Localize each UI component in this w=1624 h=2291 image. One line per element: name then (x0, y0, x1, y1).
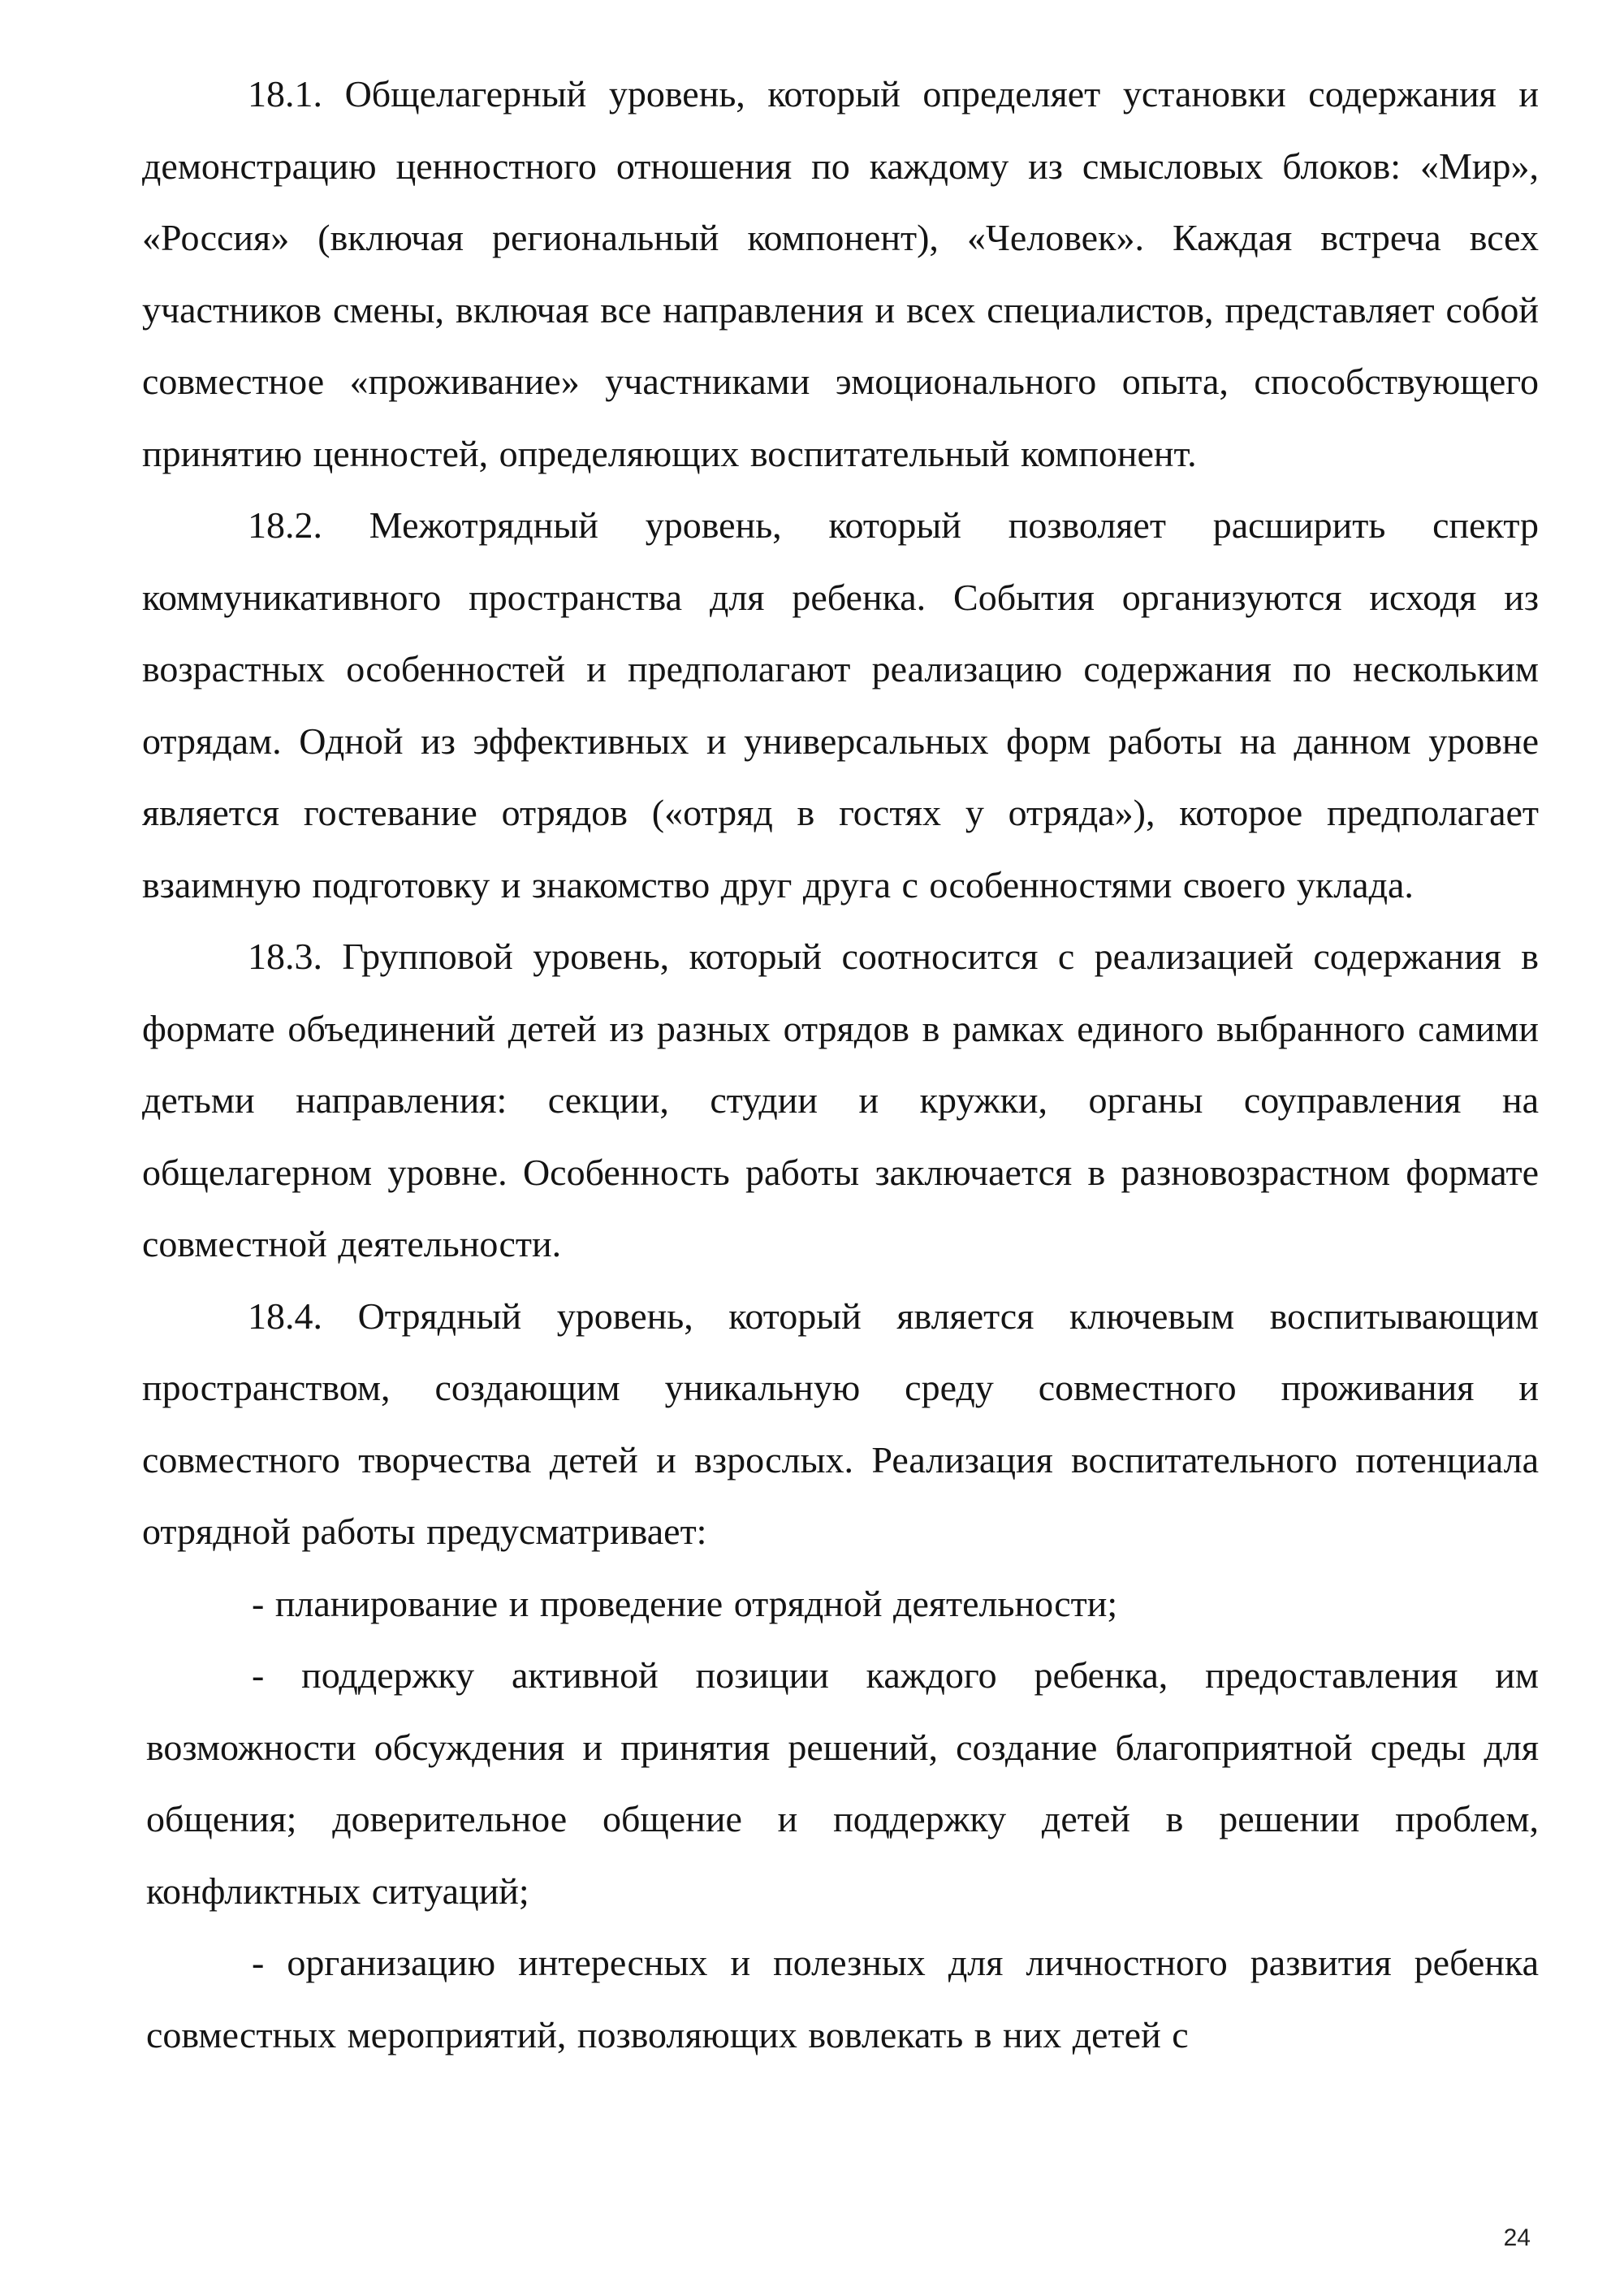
list-item-support: - поддержку активной позиции каждого ребенка, предоставления им возможности обсуждения и принятия решений, создание благоприятной среды для общения; доверительное общение и поддержку детей в решении проблем, конфликтных ситуаций; (146, 1654, 1539, 1912)
list-item-planning: - планирование и проведение отрядной деятельности; (252, 1582, 1118, 1624)
list-item-events: - организацию интересных и полезных для личностного развития ребенка совместных мероприятий, позволяющих вовлекать в них детей с (146, 1942, 1539, 2055)
paragraph-18-4: 18.4. Отрядный уровень, который является ключевым воспитывающим пространством, создающим уникальную среду совместного проживания и совместного творчества детей и взрослых. Реализация воспитательного потенциала отрядной работы предусматривает: (142, 1295, 1539, 1552)
paragraph-18-3: 18.3. Групповой уровень, который соотносится с реализацией содержания в формате объединений детей из разных отрядов в рамках единого выбранного самими детьми направления: секции, студии и кружки, органы соуправления на общелагерном уровне. Особенность работы заключается в разновозрастном формате совместной деятельности. (142, 936, 1539, 1264)
paragraph-18-2: 18.2. Межотрядный уровень, который позволяет расширить спектр коммуникативного пространства для ребенка. События организуются исходя из возрастных особенностей и предполагают реализацию содержания по нескольким отрядам. Одной из эффективных и универсальных форм работы на данном уровне является гостевание отрядов («отряд в гостях у отряда»), которое предполагает взаимную подготовку и знакомство друг друга с особенностями своего уклада. (142, 504, 1539, 906)
page-body (142, 58, 1539, 2071)
page-number: 24 (1503, 2224, 1531, 2251)
paragraph-18-1: 18.1. Общелагерный уровень, который определяет установки содержания и демонстрацию ценностного отношения по каждому из смысловых блоков: «Мир», «Россия» (включая региональный компонент), «Человек». Каждая встреча всех участников смены, включая все направления и всех специалистов, представляет собой совместное «проживание» участниками эмоционального опыта, способствующего принятию ценностей, определяющих воспитательный компонент. (142, 73, 1539, 474)
